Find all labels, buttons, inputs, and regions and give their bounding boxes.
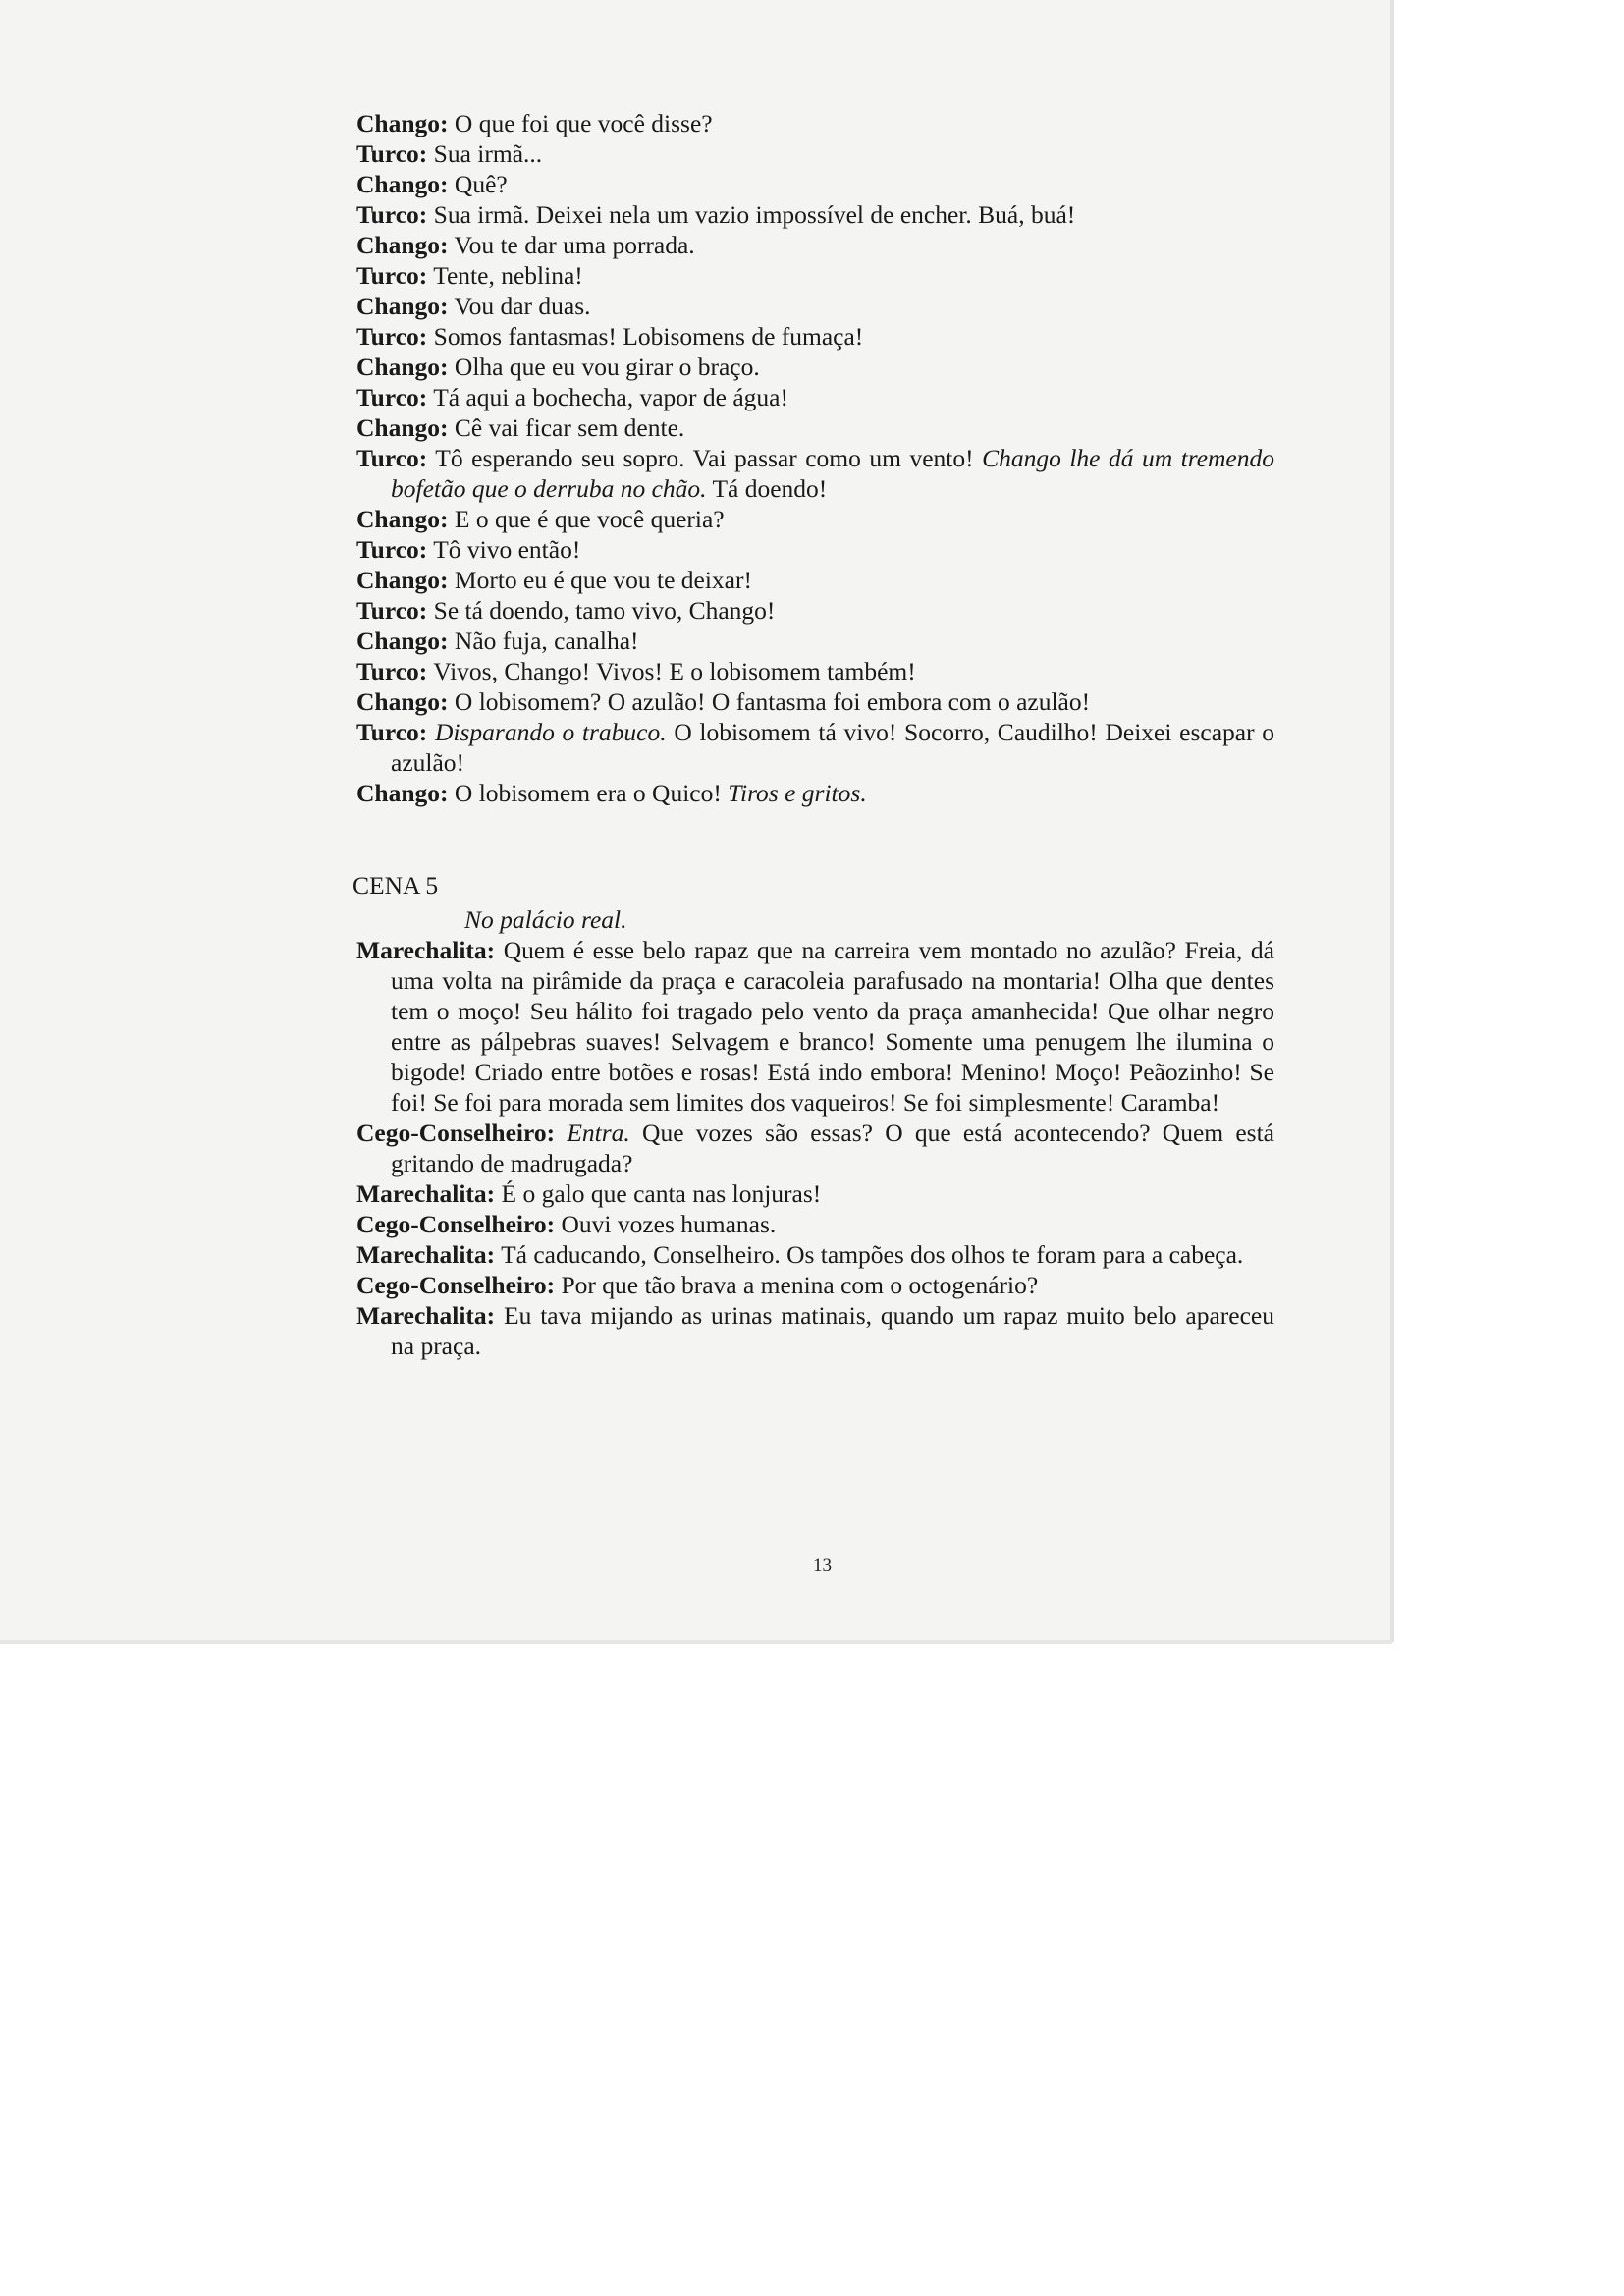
stage-direction: Chango lhe dá um tremendo bofetão que o derruba no chão. (391, 444, 1274, 503)
line-text: Quê? (448, 170, 508, 198)
speaker-name: Turco: (356, 200, 428, 229)
dialogue-line (356, 1270, 1274, 1300)
dialogue-line (356, 260, 1274, 291)
dialogue-line (356, 199, 1274, 230)
dialogue-line (356, 686, 1274, 717)
speaker-name: Chango: (356, 292, 449, 320)
speaker-name: Chango: (356, 505, 449, 533)
line-text: Tô vivo então! (427, 535, 581, 564)
dialogue-line (356, 626, 1274, 656)
scene-direction: No palácio real. (464, 905, 627, 934)
speaker-name: Marechalita: (356, 1240, 496, 1269)
line-text: Tô esperando seu sopro. Vai passar como um vento! (427, 444, 983, 472)
scan-edge-bottom (0, 1640, 1392, 1644)
dialogue-line (356, 1239, 1274, 1270)
line-text: Ouvi vozes humanas. (555, 1210, 777, 1238)
line-text: Não fuja, canalha! (448, 627, 639, 655)
dialogue-line (356, 382, 1274, 412)
dialogue-line (356, 412, 1274, 443)
speaker-name: Chango: (356, 353, 449, 381)
line-text (427, 718, 435, 746)
dialogue-line (356, 778, 1274, 808)
speaker-name: Chango: (356, 109, 449, 137)
line-text: Vivos, Chango! Vivos! E o lobisomem também! (427, 657, 916, 685)
line-text: O lobisomem era o Quico! (448, 779, 729, 807)
line-text: Quem é esse belo rapaz que na carreira vem montado no azulão? Freia, dá uma volta na pirâmide da praça e caracoleia parafusado na montaria! Olha que dentes tem o moço! Seu hálito foi tragado pelo vento da praça amanhecida! Que olhar negro entre as pálpebras suaves! Selvagem e branco! Somente uma penugem lhe ilumina o bigode! Criado entre botões e rosas! Está indo embora! Menino! Moço! Peãozinho! Se foi! Se foi para morada sem limites dos vaqueiros! Se foi simplesmente! Caramba! (391, 936, 1274, 1117)
line-text: Por que tão brava a menina com o octogenário? (555, 1271, 1039, 1299)
speaker-name: Cego-Conselheiro: (356, 1271, 556, 1299)
speaker-name: Marechalita: (356, 1179, 496, 1208)
stage-direction: Entra. (567, 1119, 630, 1147)
scene-heading: CENA 5 (352, 871, 439, 900)
page-number: 13 (813, 1556, 832, 1576)
speaker-name: Turco: (356, 718, 428, 746)
line-text: Sua irmã. Deixei nela um vazio impossível de encher. Buá, buá! (427, 200, 1076, 229)
line-text: Morto eu é que vou te deixar! (448, 566, 752, 594)
speaker-name: Marechalita: (356, 936, 496, 964)
line-text: Tente, neblina! (427, 261, 583, 290)
line-text-after: Que vozes são essas? O que está acontecendo? Quem está gritando de madrugada? (391, 1119, 1274, 1177)
line-text: Vou dar duas. (448, 292, 591, 320)
stage-direction: Tiros e gritos. (728, 779, 867, 807)
line-text: Tá aqui a bochecha, vapor de água! (427, 383, 788, 411)
speaker-name: Turco: (356, 444, 428, 472)
dialogue-line (356, 1300, 1274, 1361)
dialogue-line (356, 717, 1274, 778)
speaker-name: Chango: (356, 413, 449, 442)
dialogue-line (356, 656, 1274, 686)
line-text: Se tá doendo, tamo vivo, Chango! (427, 596, 776, 625)
dialogue-line (356, 1178, 1274, 1209)
dialogue-line (356, 230, 1274, 260)
speaker-name: Marechalita: (356, 1301, 496, 1330)
line-text: Cê vai ficar sem dente. (448, 413, 685, 442)
line-text: Olha que eu vou girar o braço. (448, 353, 760, 381)
dialogue-line (356, 108, 1274, 138)
speaker-name: Cego-Conselheiro: (356, 1119, 556, 1147)
line-text (555, 1119, 567, 1147)
dialogue-line (356, 169, 1274, 199)
dialogue-line (356, 1118, 1274, 1178)
line-text: Vou te dar uma porrada. (448, 231, 695, 259)
line-text: Tá caducando, Conselheiro. Os tampões dos olhos te foram para a cabeça. (495, 1240, 1244, 1269)
speaker-name: Chango: (356, 627, 449, 655)
dialogue-line (356, 1209, 1274, 1239)
speaker-name: Chango: (356, 566, 449, 594)
speaker-name: Turco: (356, 535, 428, 564)
line-text: O lobisomem? O azulão! O fantasma foi embora com o azulão! (448, 687, 1091, 716)
dialogue-line (356, 504, 1274, 534)
speaker-name: Chango: (356, 779, 449, 807)
line-text-after: O lobisomem tá vivo! Socorro, Caudilho! Deixei escapar o azulão! (391, 718, 1274, 777)
speaker-name: Turco: (356, 322, 428, 351)
dialogue-line (356, 935, 1274, 1118)
speaker-name: Chango: (356, 231, 449, 259)
line-text: E o que é que você queria? (448, 505, 725, 533)
speaker-name: Chango: (356, 170, 449, 198)
dialogue-line (356, 138, 1274, 169)
dialogue-line (356, 595, 1274, 626)
speaker-name: Turco: (356, 139, 428, 168)
dialogue-line (356, 534, 1274, 565)
speaker-name: Chango: (356, 687, 449, 716)
scan-edge-right (1390, 0, 1394, 1642)
speaker-name: Turco: (356, 261, 428, 290)
script-text (352, 108, 1274, 1361)
speaker-name: Turco: (356, 596, 428, 625)
dialogue-line (356, 352, 1274, 382)
dialogue-line (356, 321, 1274, 352)
speaker-name: Cego-Conselheiro: (356, 1210, 556, 1238)
line-text: É o galo que canta nas lonjuras! (495, 1179, 822, 1208)
line-text: Somos fantasmas! Lobisomens de fumaça! (427, 322, 864, 351)
dialogue-line (356, 565, 1274, 595)
line-text: Sua irmã... (427, 139, 543, 168)
line-text: Eu tava mijando as urinas matinais, quando um rapaz muito belo apareceu na praça. (391, 1301, 1274, 1360)
speaker-name: Turco: (356, 383, 428, 411)
speaker-name: Turco: (356, 657, 428, 685)
dialogue-line (356, 291, 1274, 321)
dialogue-line (356, 443, 1274, 504)
line-text: O que foi que você disse? (448, 109, 713, 137)
line-text-after: Tá doendo! (706, 474, 828, 503)
stage-direction: Disparando o trabuco. (434, 718, 667, 746)
